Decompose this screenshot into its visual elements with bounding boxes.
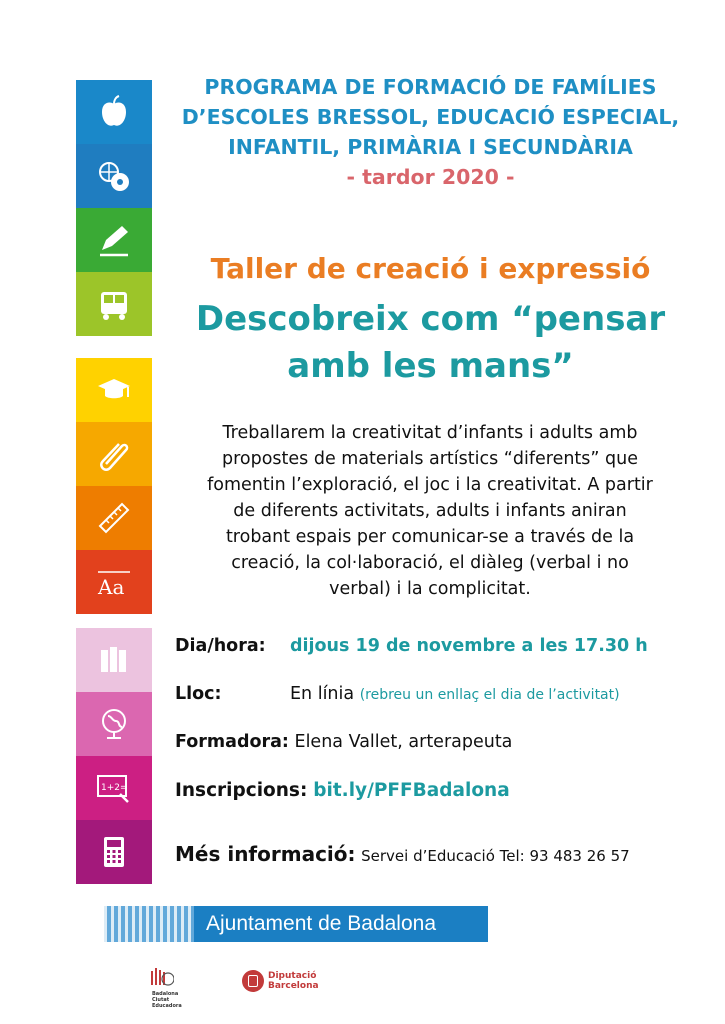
city-banner — [104, 906, 488, 942]
place-label: Lloc: — [175, 684, 222, 704]
date-label: Dia/hora: — [175, 636, 266, 656]
place-row — [175, 684, 620, 704]
ruler-icon — [76, 486, 152, 550]
info-value: Servei d’Educació Tel: 93 483 26 57 — [361, 847, 630, 865]
graduation-cap-icon — [76, 358, 152, 422]
workshop-title-line: Descobreix com “pensar — [195, 299, 666, 339]
math-board-icon — [76, 756, 152, 820]
signup-link[interactable]: bit.ly/PFFBadalona — [313, 780, 510, 801]
header-line: D’ESCOLES BRESSOL, EDUCACIÓ ESPECIAL, — [181, 105, 680, 129]
signup-label: Inscripcions: — [175, 780, 308, 801]
logo2-line: Barcelona — [268, 981, 319, 991]
description-line: fomentin l’exploració, el joc i la creativitat. A partir — [207, 475, 653, 495]
header-line: PROGRAMA DE FORMACIÓ DE FAMÍLIES — [204, 75, 657, 99]
description-line: propostes de materials artístics “diferents” que — [221, 449, 639, 469]
date-value: dijous 19 de novembre a les 17.30 h — [290, 636, 648, 656]
signup-row — [175, 780, 510, 801]
calculator-icon — [76, 820, 152, 884]
logo1-line: Badalona — [152, 991, 179, 997]
pencil-icon — [76, 208, 152, 272]
date-row — [175, 636, 648, 656]
banner-name: Ajuntament de Badalona — [206, 912, 437, 935]
paperclip-icon — [76, 422, 152, 486]
logo2-line: Diputació — [268, 971, 317, 981]
description-line: verbal) i la complicitat. — [329, 579, 531, 599]
description-line: creació, la col·laboració, el diàleg (verbal i no — [231, 553, 629, 573]
description-line: trobant espais per comunicar-se a través de la — [225, 527, 635, 547]
apple-icon — [76, 80, 152, 144]
description-line: de diferents activitats, adults i infants aniran — [233, 501, 627, 521]
trainer-label: Formadora: — [175, 732, 289, 752]
season-label: - tardor 2020 - — [346, 165, 515, 189]
trainer-value: Elena Vallet, arterapeuta — [294, 732, 513, 752]
workshop-subtitle: Taller de creació i expressió — [210, 252, 651, 285]
svg-text:1+2=: 1+2= — [101, 783, 128, 793]
info-row — [175, 842, 630, 866]
globe-icon — [76, 692, 152, 756]
diputacio-barcelona-logo — [242, 970, 319, 992]
trainer-row — [175, 732, 512, 752]
place-value: En línia — [290, 684, 355, 704]
workshop-title-line: amb les mans” — [287, 346, 574, 386]
place-note: (rebreu un enllaç el dia de l’activitat) — [359, 687, 620, 703]
diputacio-emblem-icon — [242, 970, 264, 992]
badalona-educadora-logo — [144, 965, 184, 1009]
bus-icon — [76, 272, 152, 336]
banner-pattern — [104, 906, 194, 942]
letters-icon — [76, 550, 152, 614]
balls-icon — [76, 144, 152, 208]
header-line: INFANTIL, PRIMÀRIA I SECUNDÀRIA — [228, 135, 633, 159]
description-line: Treballarem la creativitat d’infants i adults amb — [222, 423, 638, 443]
svg-text:Aa: Aa — [98, 575, 125, 599]
logo1-line: Ciutat Educadora — [152, 997, 182, 1009]
info-label: Més informació: — [175, 842, 356, 866]
workshop-title — [168, 296, 693, 390]
description — [180, 420, 680, 602]
books-icon — [76, 628, 152, 692]
program-header — [168, 72, 693, 192]
